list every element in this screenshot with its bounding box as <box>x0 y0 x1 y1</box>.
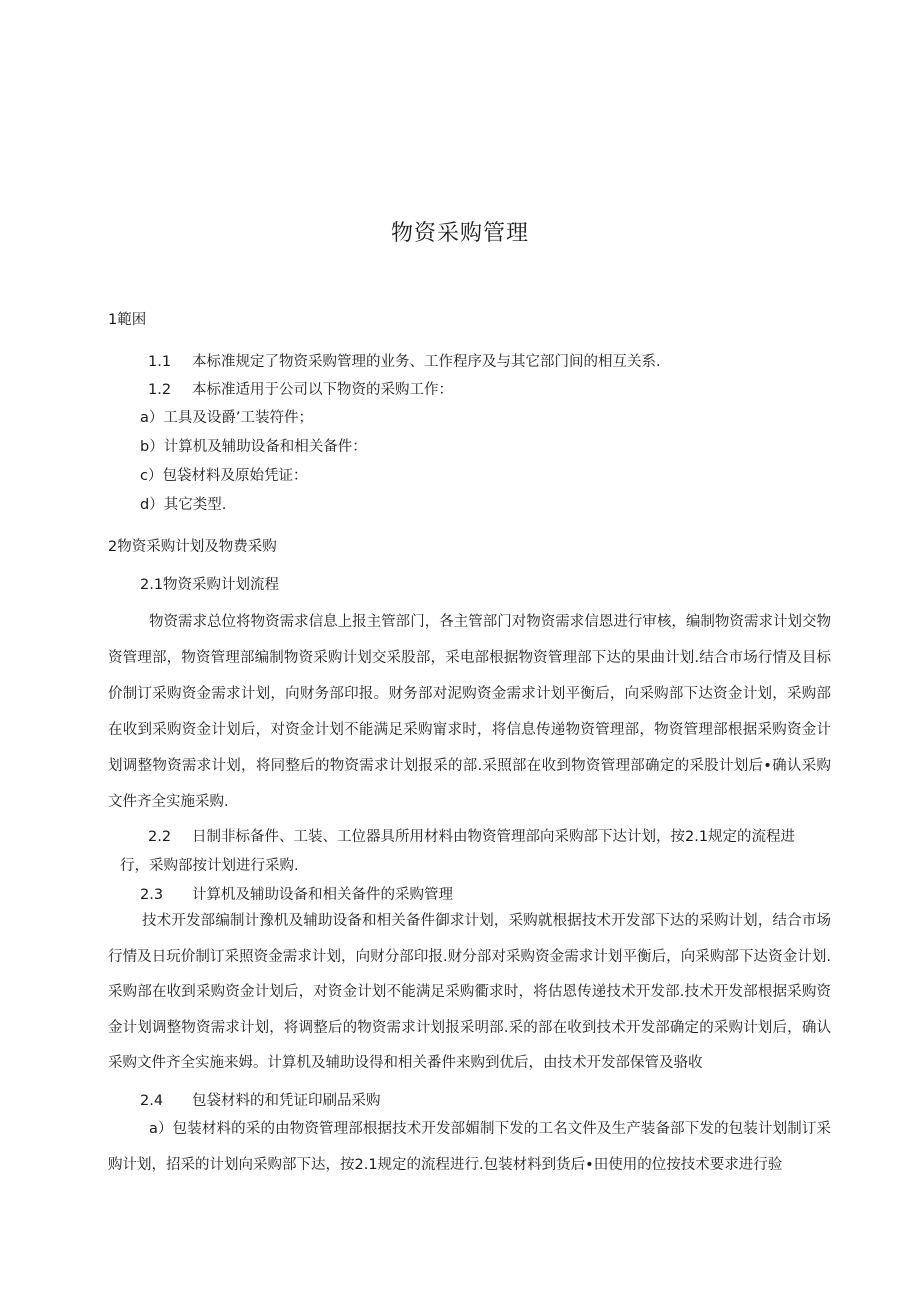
list-item-a: a）工具及设爵’工装符件； <box>140 410 313 426</box>
list-item-c: c）包袋材料及原始凭证： <box>140 468 308 484</box>
clause-1-1 <box>148 352 661 372</box>
clause-2-2-line1 <box>148 827 795 847</box>
list-item-d: d）其它类型. <box>140 497 227 513</box>
clause-text: 计算机及辅助设备和相关备件的采购管理 <box>192 887 453 903</box>
subsection-2-4-heading <box>140 1091 381 1111</box>
clause-2-2-line2: 行，采购部按计划进行采购. <box>120 858 299 874</box>
subsection-2-1-heading: 2.1物资采购计划流程 <box>140 577 280 593</box>
subsection-2-4-paragraph: a）包装材料的采的由物资管理部根据技术开发部媚制下发的工名文件及生产装备部下发的包装计划制订采购计划，招采的计划向采购部下达，按2.1规定的流程进行.包装材料到货后•田使用的位按技术要求进行验 <box>108 1121 831 1173</box>
clause-number: 2.3 <box>140 887 164 903</box>
clause-number: 1.1 <box>148 354 172 370</box>
section-2-heading: 2物资采购计划及物费采购 <box>108 539 277 555</box>
list-item-b: b）计算机及辅助设备和相关备件： <box>140 439 367 455</box>
section-1-heading: 1範困 <box>108 312 147 328</box>
subsection-2-1-paragraph: 物资需求总位将物资需求信息上报主管部门，各主管部门对物资需求信恩进行审核，编制物资需求计划交物资管理部，物资管理部编制物资采购计划交采股部，采电部根据物资管理部下达的果曲计划.结合市场行情及目标价制订采购资金需求计划，向财务部印报。财务部对泥购资金需求计划平衡后，向采购部下达资金计划，采购部在收到采购资金计划后，对资金计划不能满足采购甯求时，将信息传递物资管理部，物资管理部根据采购资金计划调整物资需求计划，将同整后的物资需求计划报采的部.采照部在收到物资管理部确定的采股计划后•确认采购文件齐全实施采购. <box>108 614 831 810</box>
clause-text: 包袋材料的和凭证印刷品采购 <box>192 1093 381 1109</box>
clause-text: 本标准适用于公司以下物资的采购工作： <box>192 382 453 398</box>
clause-number: 2.4 <box>140 1093 164 1109</box>
subsection-2-3-heading <box>140 885 453 905</box>
clause-text: 本标准规定了物资采购管理的业务、工作程序及与其它部门间的相互关系. <box>192 354 661 370</box>
clause-number: 2.2 <box>148 829 172 845</box>
clause-1-2 <box>148 380 453 400</box>
subsection-2-3-paragraph: 技术开发部编制计豫机及辅助设备和相关备件御求计划，采购就根据技术开发部下达的采购计划，结合市场行情及日玩价制订采照资金需求计划，向财分部印报.财分部对采购资金需求计划平衡后，向采购部下达资金计划.采购部在收到采购资金计划后，对资金计划不能满足采购衢求时，将估恩传递技术开发部.技术开发部根据采购资金计划调整物资需求计划，将调整后的物资需求计划报采明部.采的部在收到技术开发部确定的采购计划后，确认采购文件齐全实施来姆。计算机及辅助设得和相关番件来购到优后，由技术开发部保管及骆收 <box>108 913 831 1071</box>
clause-number: 1.2 <box>148 382 172 398</box>
clause-text: 日制非标备件、工装、工位器具所用材料由物资管理部向采购部下达计划，按2.1规定的流程进 <box>192 829 796 845</box>
page-title: 物资采购管理 <box>390 221 529 246</box>
